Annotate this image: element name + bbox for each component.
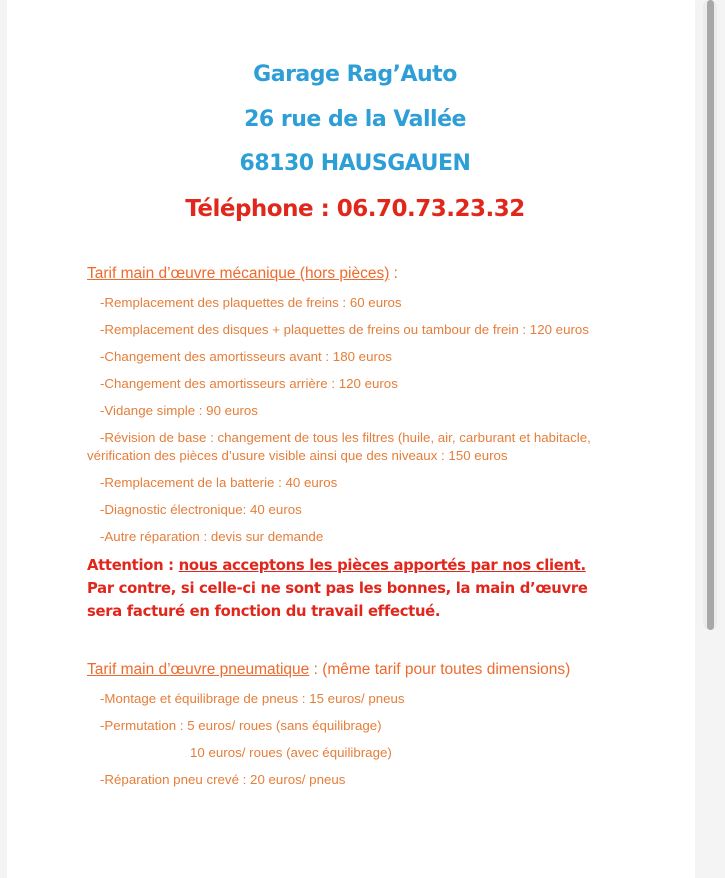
section-title-mecanique-suffix: : [389,265,398,282]
garage-street: 26 rue de la Vallée [244,107,466,132]
mecanique-item: -Changement des amortisseurs avant : 180 euros [100,349,392,364]
mecanique-item: -Changement des amortisseurs arrière : 120 euros [100,376,398,391]
mecanique-item: -Remplacement des disques + plaquettes de freins ou tambour de frein : 120 euros [100,322,589,337]
attention-line-3: sera facturé en fonction du travail effectué. [87,603,441,620]
pneumatique-item: -Montage et équilibrage de pneus : 15 euros/ pneus [100,691,405,706]
mecanique-item-continuation: vérification des pièces d’usure visible ainsi que des niveaux : 150 euros [87,448,508,463]
mecanique-item: -Révision de base : changement de tous les filtres (huile, air, carburant et habitacle, [100,430,591,445]
mecanique-item: -Remplacement de la batterie : 40 euros [100,475,338,490]
garage-city: 68130 HAUSGAUEN [239,151,471,176]
scrollbar-thumb[interactable] [707,0,714,630]
section-title-pneumatique-text: Tarif main d’œuvre pneumatique [87,661,310,678]
attention-text: nous acceptons les pièces apportés par nos client. [178,557,586,574]
section-title-mecanique [87,265,398,283]
section-title-pneumatique [87,661,570,679]
pneumatique-item-continuation: 10 euros/ roues (avec équilibrage) [190,745,392,760]
pneumatique-item: -Réparation pneu crevé : 20 euros/ pneus [100,772,346,787]
attention-line-1 [87,557,586,574]
garage-phone: Téléphone : 06.70.73.23.32 [185,196,525,222]
attention-line-2: Par contre, si celle-ci ne sont pas les bonnes, la main d’œuvre [87,580,588,597]
mecanique-item: -Autre réparation : devis sur demande [100,529,324,544]
mecanique-item: -Diagnostic électronique: 40 euros [100,502,302,517]
pneumatique-item: -Permutation : 5 euros/ roues (sans équilibrage) [100,718,382,733]
section-title-mecanique-text: Tarif main d’œuvre mécanique (hors pièces) [87,265,390,282]
mecanique-item: -Vidange simple : 90 euros [100,403,258,418]
attention-label: Attention : [87,557,179,574]
section-title-pneumatique-suffix: : [309,661,323,678]
section-title-pneumatique-note: (même tarif pour toutes dimensions) [322,661,571,678]
mecanique-item: -Remplacement des plaquettes de freins : 60 euros [100,295,402,310]
garage-name: Garage Rag’Auto [253,62,457,87]
